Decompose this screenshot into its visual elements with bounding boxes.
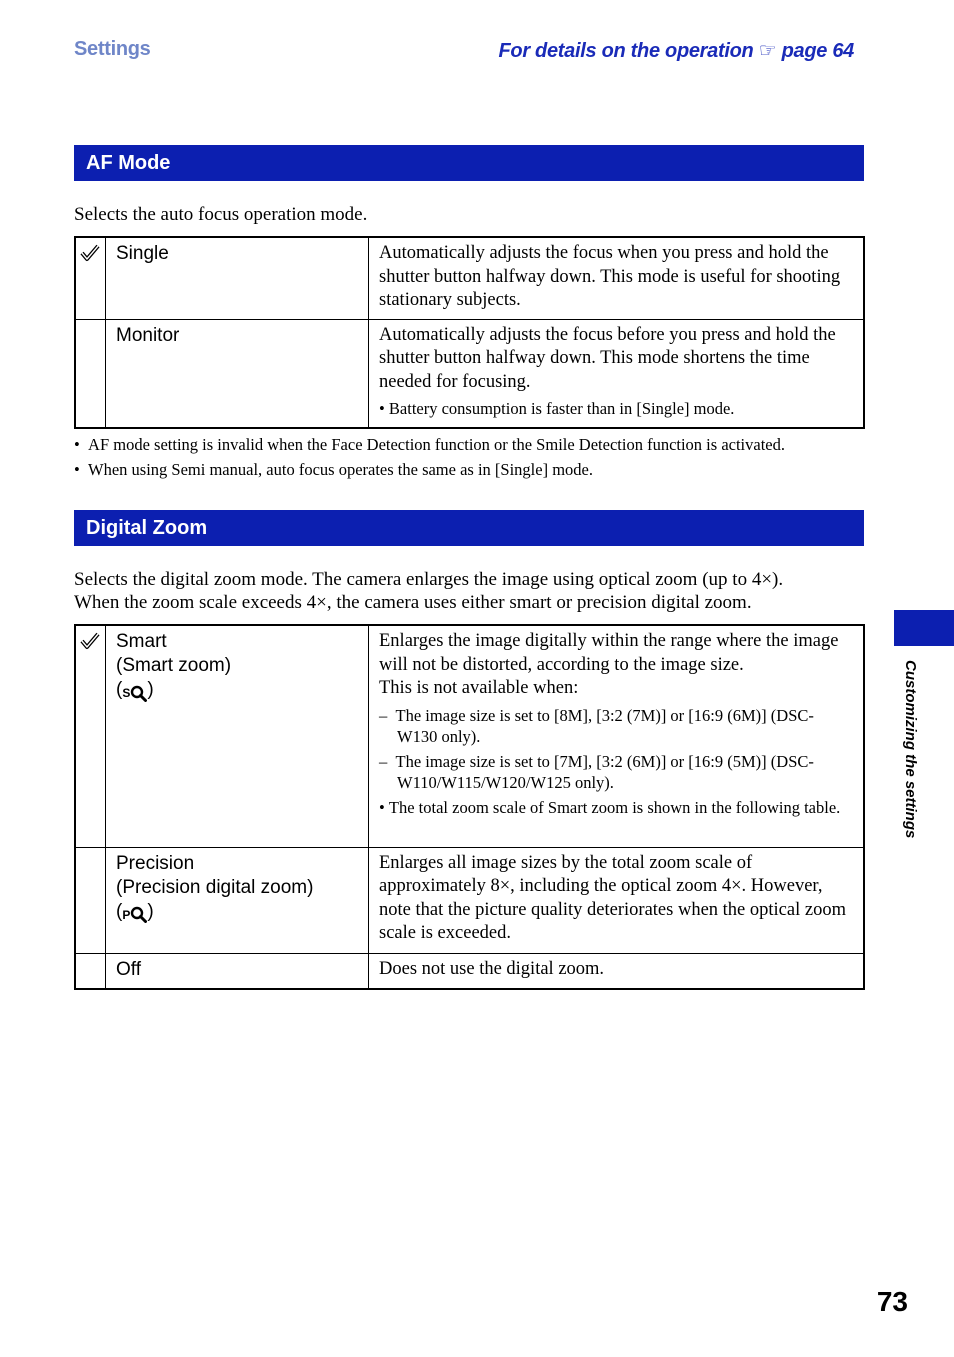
smart-zoom-icon: S [122,681,147,705]
default-marker-cell [75,953,106,989]
magnifier-icon [130,906,147,923]
default-marker-cell [75,625,106,847]
page-number: 73 [876,1286,908,1317]
details-page-link[interactable]: page 64 [781,40,854,62]
intro-line: When the zoom scale exceeds 4×, the camera uses either smart or precision digital zoom. [74,592,752,613]
default-marker-cell [75,847,106,953]
digital-zoom-intro [74,568,874,614]
header-section-link[interactable]: Settings [74,38,151,60]
option-description-cell [369,625,865,847]
chapter-side-label [895,660,925,860]
chapter-side-label-text: Customizing the settings [902,660,919,839]
pointing-hand-icon: ☞ [758,40,777,62]
default-marker-cell [75,319,106,428]
option-name-cell [106,847,369,953]
option-name: Single [106,237,369,319]
table-row [75,319,864,428]
magnifier-icon [130,685,147,702]
af-mode-intro: Selects the auto focus operation mode. [74,204,368,225]
section-title-af-mode: AF Mode [74,145,864,181]
option-description: Automatically adjusts the focus when you press and hold the shutter button halfway down. This mode is useful for shooting stationary subjects. [369,237,865,319]
section-title-digital-zoom: Digital Zoom [74,510,864,546]
smart-zoom-indicator: ( S ) [116,678,358,705]
checkmark-icon [80,632,100,650]
option-description: Enlarges all image sizes by the total zoom scale of approximately 8×, including the optical zoom 4×. However, note that the picture quality deteriorates when the optical zoom scale is exceeded. [369,847,865,953]
header-details-reference[interactable] [498,38,854,63]
condition-item: – The image size is set to [7M], [3:2 (6M)] or [16:9 (5M)] (DSC-W110/W115/W120/W125 only). [379,751,814,792]
option-name: Precision [116,852,195,874]
default-marker-cell [75,237,106,319]
chapter-tab [894,610,954,646]
option-description: Automatically adjusts the focus before you press and hold the shutter button halfway down. This mode shortens the time needed for focusing. [379,324,836,392]
condition-item: – The image size is set to [8M], [3:2 (7M)] or [16:9 (6M)] (DSC-W130 only). [379,705,814,746]
option-note: • Battery consumption is faster than in [Single] mode. [379,399,735,418]
option-description: Enlarges the image digitally within the range where the image will not be distorted, according to the image size. [379,631,839,675]
option-name: Monitor [106,319,369,428]
table-row [75,625,864,847]
precision-zoom-indicator: ( P ) [116,900,358,927]
footnote: • AF mode setting is invalid when the Face Detection function or the Smile Detection function is activated. [74,435,785,454]
intro-line: Selects the digital zoom mode. The camera enlarges the image using optical zoom (up to 4×). [74,569,784,590]
details-prefix: For details on the operation [498,40,754,62]
digital-zoom-table [74,624,865,990]
option-description-cell [369,319,865,428]
option-name: Off [106,953,369,989]
table-row [75,237,864,319]
checkmark-icon [80,244,100,262]
precision-zoom-icon: P [122,903,147,927]
option-name-cell [106,625,369,847]
option-description: This is not available when: [379,678,579,698]
table-row [75,847,864,953]
option-note: • The total zoom scale of Smart zoom is shown in the following table. [379,797,841,817]
option-name: Smart [116,631,167,652]
option-description: Does not use the digital zoom. [369,953,865,989]
footnote: • When using Semi manual, auto focus operates the same as in [Single] mode. [74,460,593,479]
af-mode-footnotes [74,432,874,482]
option-subname: (Smart zoom) [116,655,232,676]
af-mode-table [74,236,865,429]
option-subname: (Precision digital zoom) [116,876,314,898]
table-row [75,953,864,989]
